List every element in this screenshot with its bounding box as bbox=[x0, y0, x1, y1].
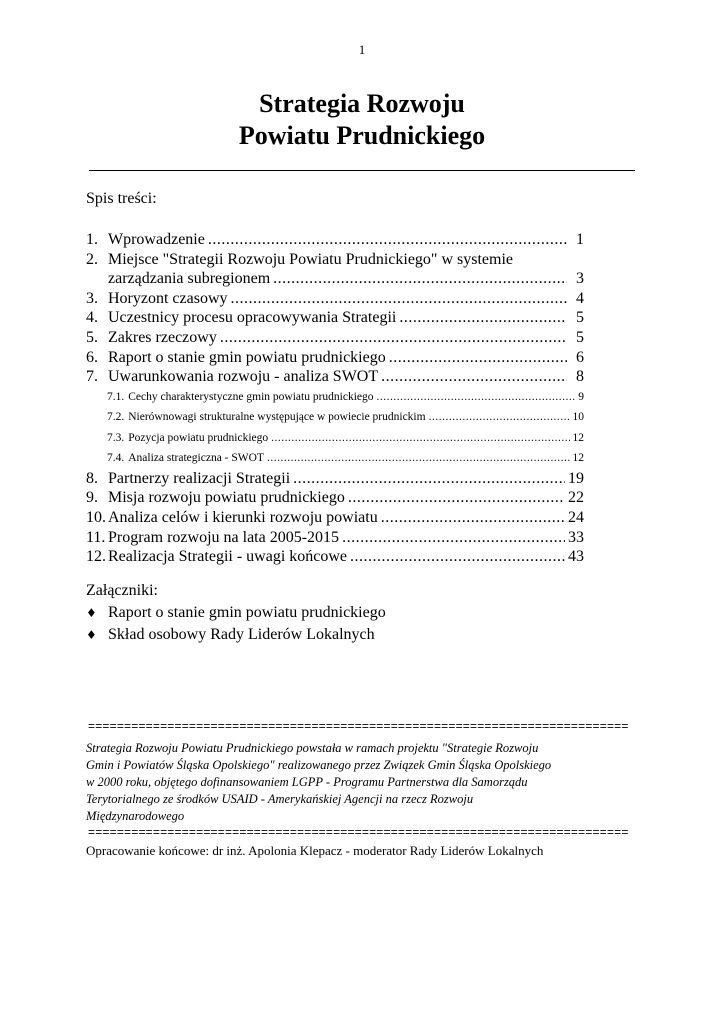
toc-leader-dots bbox=[381, 508, 565, 528]
toc-entry-page: 22 bbox=[568, 489, 584, 507]
toc-entry-number: 7.4. bbox=[107, 452, 125, 465]
page-number: 1 bbox=[358, 42, 366, 57]
separator-line-top bbox=[88, 720, 628, 732]
toc-entry-number: 9. bbox=[86, 489, 98, 507]
toc-entry-label: Misja rozwoju powiatu prudnickiego bbox=[108, 489, 345, 507]
toc-entry-page: 6 bbox=[576, 348, 584, 366]
document-title bbox=[0, 88, 724, 152]
toc-entry-number: 7.3. bbox=[107, 431, 125, 444]
toc-entry-label-continued: zarządzania subregionem bbox=[108, 270, 271, 288]
diamond-icon: ♦ bbox=[86, 628, 97, 642]
toc-leader-dots bbox=[293, 469, 565, 489]
toc-leader-dots bbox=[231, 289, 567, 309]
toc-heading: Spis treści: bbox=[86, 190, 157, 207]
toc-entry-label: Raport o stanie gmin powiatu prudnickiego bbox=[108, 348, 386, 366]
project-note-line: Terytorialnego ze środków USAID - Amerykańskiej Agencji na rzecz Rozwoju bbox=[86, 792, 474, 806]
toc-entry-label: Cechy charakterystyczne gmin powiatu prudnickiego bbox=[128, 390, 374, 403]
toc-entry bbox=[86, 547, 584, 567]
toc-entry bbox=[86, 289, 584, 309]
project-note-line: Strategia Rozwoju Powiatu Prudnickiego powstała w ramach projektu "Strategie Rozwoju bbox=[86, 741, 539, 755]
toc-entry bbox=[86, 308, 584, 328]
toc-entry-number: 4. bbox=[86, 309, 98, 327]
project-note-line: w 2000 roku, objętego dofinansowaniem LGPP - Programu Partnerstwa dla Samorządu bbox=[86, 775, 528, 789]
toc-entry-number: 11. bbox=[86, 528, 106, 546]
attachment-label: Skład osobowy Rady Liderów Lokalnych bbox=[108, 626, 375, 643]
toc-subentry bbox=[86, 387, 584, 408]
toc-entry-label: Pozycja powiatu prudnickiego bbox=[128, 431, 269, 444]
toc-subentry bbox=[86, 407, 584, 428]
toc-entry-page: 12 bbox=[572, 452, 584, 465]
attachment-item bbox=[86, 602, 386, 624]
toc-leader-dots bbox=[208, 230, 567, 250]
toc-entry-number: 6. bbox=[86, 348, 98, 366]
toc-entry bbox=[86, 348, 584, 368]
table-of-contents bbox=[86, 230, 584, 567]
toc-subentry bbox=[86, 428, 584, 449]
toc-entry bbox=[86, 367, 584, 387]
toc-entry bbox=[86, 328, 584, 348]
toc-entry-label: Horyzont czasowy bbox=[108, 289, 228, 307]
toc-entry-number: 7.2. bbox=[107, 411, 125, 424]
toc-entry-page: 8 bbox=[576, 368, 584, 386]
toc-leader-dots bbox=[389, 348, 567, 368]
toc-entry bbox=[86, 250, 584, 270]
toc-entry-label: Partnerzy realizacji Strategii bbox=[108, 469, 291, 487]
toc-leader-dots bbox=[271, 428, 569, 449]
toc-leader-dots bbox=[220, 328, 567, 348]
toc-entry-number: 3. bbox=[86, 289, 98, 307]
toc-entry-page: 19 bbox=[568, 469, 584, 487]
toc-leader-dots bbox=[342, 528, 565, 548]
toc-entry-label: Realizacja Strategii - uwagi końcowe bbox=[108, 548, 348, 566]
toc-entry-label: Wprowadzenie bbox=[108, 231, 205, 248]
project-note-line: Międzynarodowego bbox=[86, 809, 185, 823]
toc-entry-page: 3 bbox=[576, 270, 584, 288]
toc-entry-label: Analiza strategiczna - SWOT bbox=[128, 452, 264, 465]
author-credit: Opracowanie końcowe: dr inż. Apolonia Klepacz - moderator Rady Liderów Lokalnych bbox=[86, 843, 544, 858]
attachment-label: Raport o stanie gmin powiatu prudnickiego bbox=[108, 604, 386, 621]
title-line-1: Strategia Rozwoju bbox=[259, 89, 465, 118]
attachments-heading: Załączniki: bbox=[86, 582, 158, 599]
toc-entry-label: Uczestnicy procesu opracowywania Strategii bbox=[108, 309, 397, 327]
attachments-list bbox=[86, 602, 386, 646]
toc-entry-page: 10 bbox=[572, 411, 584, 424]
diamond-icon: ♦ bbox=[86, 606, 97, 620]
attachment-item bbox=[86, 624, 386, 646]
project-note-line: Gmin i Powiatów Śląska Opolskiego" realizowanego przez Związek Gmin Śląska Opolskiego bbox=[86, 758, 552, 772]
toc-entry-number: 7.1. bbox=[107, 390, 125, 403]
toc-entry-number: 12. bbox=[86, 548, 106, 566]
toc-leader-dots bbox=[350, 547, 565, 567]
toc-entry-page: 12 bbox=[572, 431, 584, 444]
toc-leader-dots bbox=[399, 308, 567, 328]
toc-entry-continuation bbox=[86, 269, 584, 289]
toc-entry bbox=[86, 469, 584, 489]
separator-line-bottom bbox=[88, 826, 628, 838]
toc-subentry bbox=[86, 448, 584, 469]
toc-entry-number: 8. bbox=[86, 469, 98, 487]
toc-entry bbox=[86, 508, 584, 528]
toc-entry-label: Uwarunkowania rozwoju - analiza SWOT bbox=[108, 368, 379, 386]
toc-entry-page: 24 bbox=[568, 508, 584, 526]
toc-entry-page: 43 bbox=[568, 548, 584, 566]
toc-leader-dots bbox=[273, 269, 567, 289]
toc-leader-dots bbox=[381, 367, 567, 387]
toc-entry-page: 1 bbox=[576, 231, 584, 248]
title-line-2: Powiatu Prudnickiego bbox=[238, 121, 486, 150]
toc-entry-page: 5 bbox=[576, 309, 584, 327]
toc-entry-page: 4 bbox=[576, 289, 584, 307]
toc-entry-label: Miejsce "Strategii Rozwoju Powiatu Prudnickiego" w systemie bbox=[108, 250, 514, 268]
toc-entry-page: 9 bbox=[578, 390, 584, 403]
toc-entry-number: 1. bbox=[86, 231, 98, 248]
toc-entry-page: 5 bbox=[576, 328, 584, 346]
project-note bbox=[86, 740, 634, 825]
toc-leader-dots bbox=[377, 387, 576, 408]
toc-entry-label: Nierównowagi strukturalne występujące w powiecie prudnickim bbox=[128, 411, 426, 424]
toc-entry-number: 7. bbox=[86, 368, 98, 386]
toc-entry-number: 10. bbox=[86, 508, 106, 526]
toc-leader-dots bbox=[348, 488, 565, 508]
toc-leader-dots bbox=[429, 407, 570, 428]
toc-entry bbox=[86, 488, 584, 508]
toc-entry bbox=[86, 528, 584, 548]
toc-entry-label: Zakres rzeczowy bbox=[108, 328, 217, 346]
title-divider bbox=[89, 170, 635, 171]
toc-entry-page: 33 bbox=[568, 528, 584, 546]
toc-entry bbox=[86, 230, 584, 250]
toc-leader-dots bbox=[267, 448, 570, 469]
toc-entry-label: Program rozwoju na lata 2005-2015 bbox=[108, 528, 340, 546]
toc-entry-number: 5. bbox=[86, 328, 98, 346]
toc-entry-label: Analiza celów i kierunki rozwoju powiatu bbox=[108, 508, 378, 526]
toc-entry-number: 2. bbox=[86, 250, 98, 268]
